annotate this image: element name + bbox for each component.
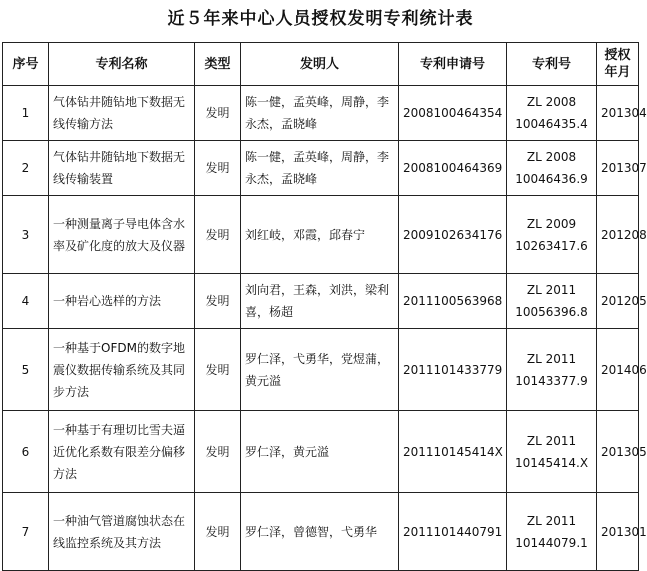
cell-num: 7 bbox=[3, 493, 49, 571]
cell-num: 4 bbox=[3, 274, 49, 329]
table-row bbox=[3, 196, 639, 274]
cell-patent-no: ZL 2011 10144079.1 bbox=[507, 493, 597, 571]
header-patent-no: 专利号 bbox=[507, 43, 597, 86]
header-app-no: 专利申请号 bbox=[399, 43, 507, 86]
cell-app-no: 2011100563968 bbox=[399, 274, 507, 329]
cell-type: 发明 bbox=[195, 86, 241, 141]
cell-type: 发明 bbox=[195, 141, 241, 196]
cell-app-no: 2009102634176 bbox=[399, 196, 507, 274]
cell-type: 发明 bbox=[195, 196, 241, 274]
header-num: 序号 bbox=[3, 43, 49, 86]
table-row bbox=[3, 86, 639, 141]
cell-date: 201205 bbox=[597, 274, 639, 329]
cell-name: 气体钻井随钻地下数据无线传输装置 bbox=[49, 141, 195, 196]
cell-date: 201406 bbox=[597, 329, 639, 411]
cell-app-no: 2008100464354 bbox=[399, 86, 507, 141]
cell-name: 一种基于OFDM的数字地震仪数据传输系统及其同步方法 bbox=[49, 329, 195, 411]
table-row bbox=[3, 329, 639, 411]
cell-type: 发明 bbox=[195, 274, 241, 329]
cell-patent-no: ZL 2011 10143377.9 bbox=[507, 329, 597, 411]
cell-patent-no: ZL 2008 10046436.9 bbox=[507, 141, 597, 196]
cell-app-no: 2008100464369 bbox=[399, 141, 507, 196]
cell-inventors: 罗仁泽，黄元溢 bbox=[241, 411, 399, 493]
table-row bbox=[3, 493, 639, 571]
cell-app-no: 2011101433779 bbox=[399, 329, 507, 411]
cell-date: 201307 bbox=[597, 141, 639, 196]
cell-inventors: 陈一健，孟英峰，周静，李永杰，孟晓峰 bbox=[241, 141, 399, 196]
cell-inventors: 刘向君，王森，刘洪，梁利喜，杨超 bbox=[241, 274, 399, 329]
cell-inventors: 刘红岐，邓霞，邱春宁 bbox=[241, 196, 399, 274]
cell-type: 发明 bbox=[195, 493, 241, 571]
cell-name: 一种油气管道腐蚀状态在线监控系统及其方法 bbox=[49, 493, 195, 571]
cell-patent-no: ZL 2011 10145414.X bbox=[507, 411, 597, 493]
cell-date: 201301 bbox=[597, 493, 639, 571]
header-type: 类型 bbox=[195, 43, 241, 86]
cell-name: 气体钻井随钻地下数据无线传输方法 bbox=[49, 86, 195, 141]
table-row bbox=[3, 274, 639, 329]
cell-app-no: 201110145414X bbox=[399, 411, 507, 493]
cell-date: 201304 bbox=[597, 86, 639, 141]
cell-patent-no: ZL 2008 10046435.4 bbox=[507, 86, 597, 141]
cell-num: 1 bbox=[3, 86, 49, 141]
cell-patent-no: ZL 2011 10056396.8 bbox=[507, 274, 597, 329]
cell-type: 发明 bbox=[195, 329, 241, 411]
patent-table bbox=[2, 42, 647, 571]
cell-name: 一种测量离子导电体含水率及矿化度的放大及仪器 bbox=[49, 196, 195, 274]
cell-inventors: 陈一健，孟英峰，周静，李永杰，孟晓峰 bbox=[241, 86, 399, 141]
table-row bbox=[3, 141, 639, 196]
table-row bbox=[3, 411, 639, 493]
cell-num: 3 bbox=[3, 196, 49, 274]
cell-type: 发明 bbox=[195, 411, 241, 493]
table-header-row bbox=[3, 43, 639, 86]
header-name: 专利名称 bbox=[49, 43, 195, 86]
cell-num: 2 bbox=[3, 141, 49, 196]
cell-date: 201208 bbox=[597, 196, 639, 274]
cell-name: 一种基于有理切比雪夫逼近优化系数有限差分偏移方法 bbox=[49, 411, 195, 493]
cell-patent-no: ZL 2009 10263417.6 bbox=[507, 196, 597, 274]
page-title: 近５年来中心人员授权发明专利统计表 bbox=[167, 9, 474, 29]
cell-num: 5 bbox=[3, 329, 49, 411]
cell-name: 一种岩心选样的方法 bbox=[49, 274, 195, 329]
cell-num: 6 bbox=[3, 411, 49, 493]
cell-app-no: 2011101440791 bbox=[399, 493, 507, 571]
cell-inventors: 罗仁泽，弋勇华，党煜蒲，黄元溢 bbox=[241, 329, 399, 411]
header-date: 授权年月 bbox=[597, 43, 639, 86]
cell-date: 201305 bbox=[597, 411, 639, 493]
header-inventors: 发明人 bbox=[241, 43, 399, 86]
cell-inventors: 罗仁泽，曾德智，弋勇华 bbox=[241, 493, 399, 571]
